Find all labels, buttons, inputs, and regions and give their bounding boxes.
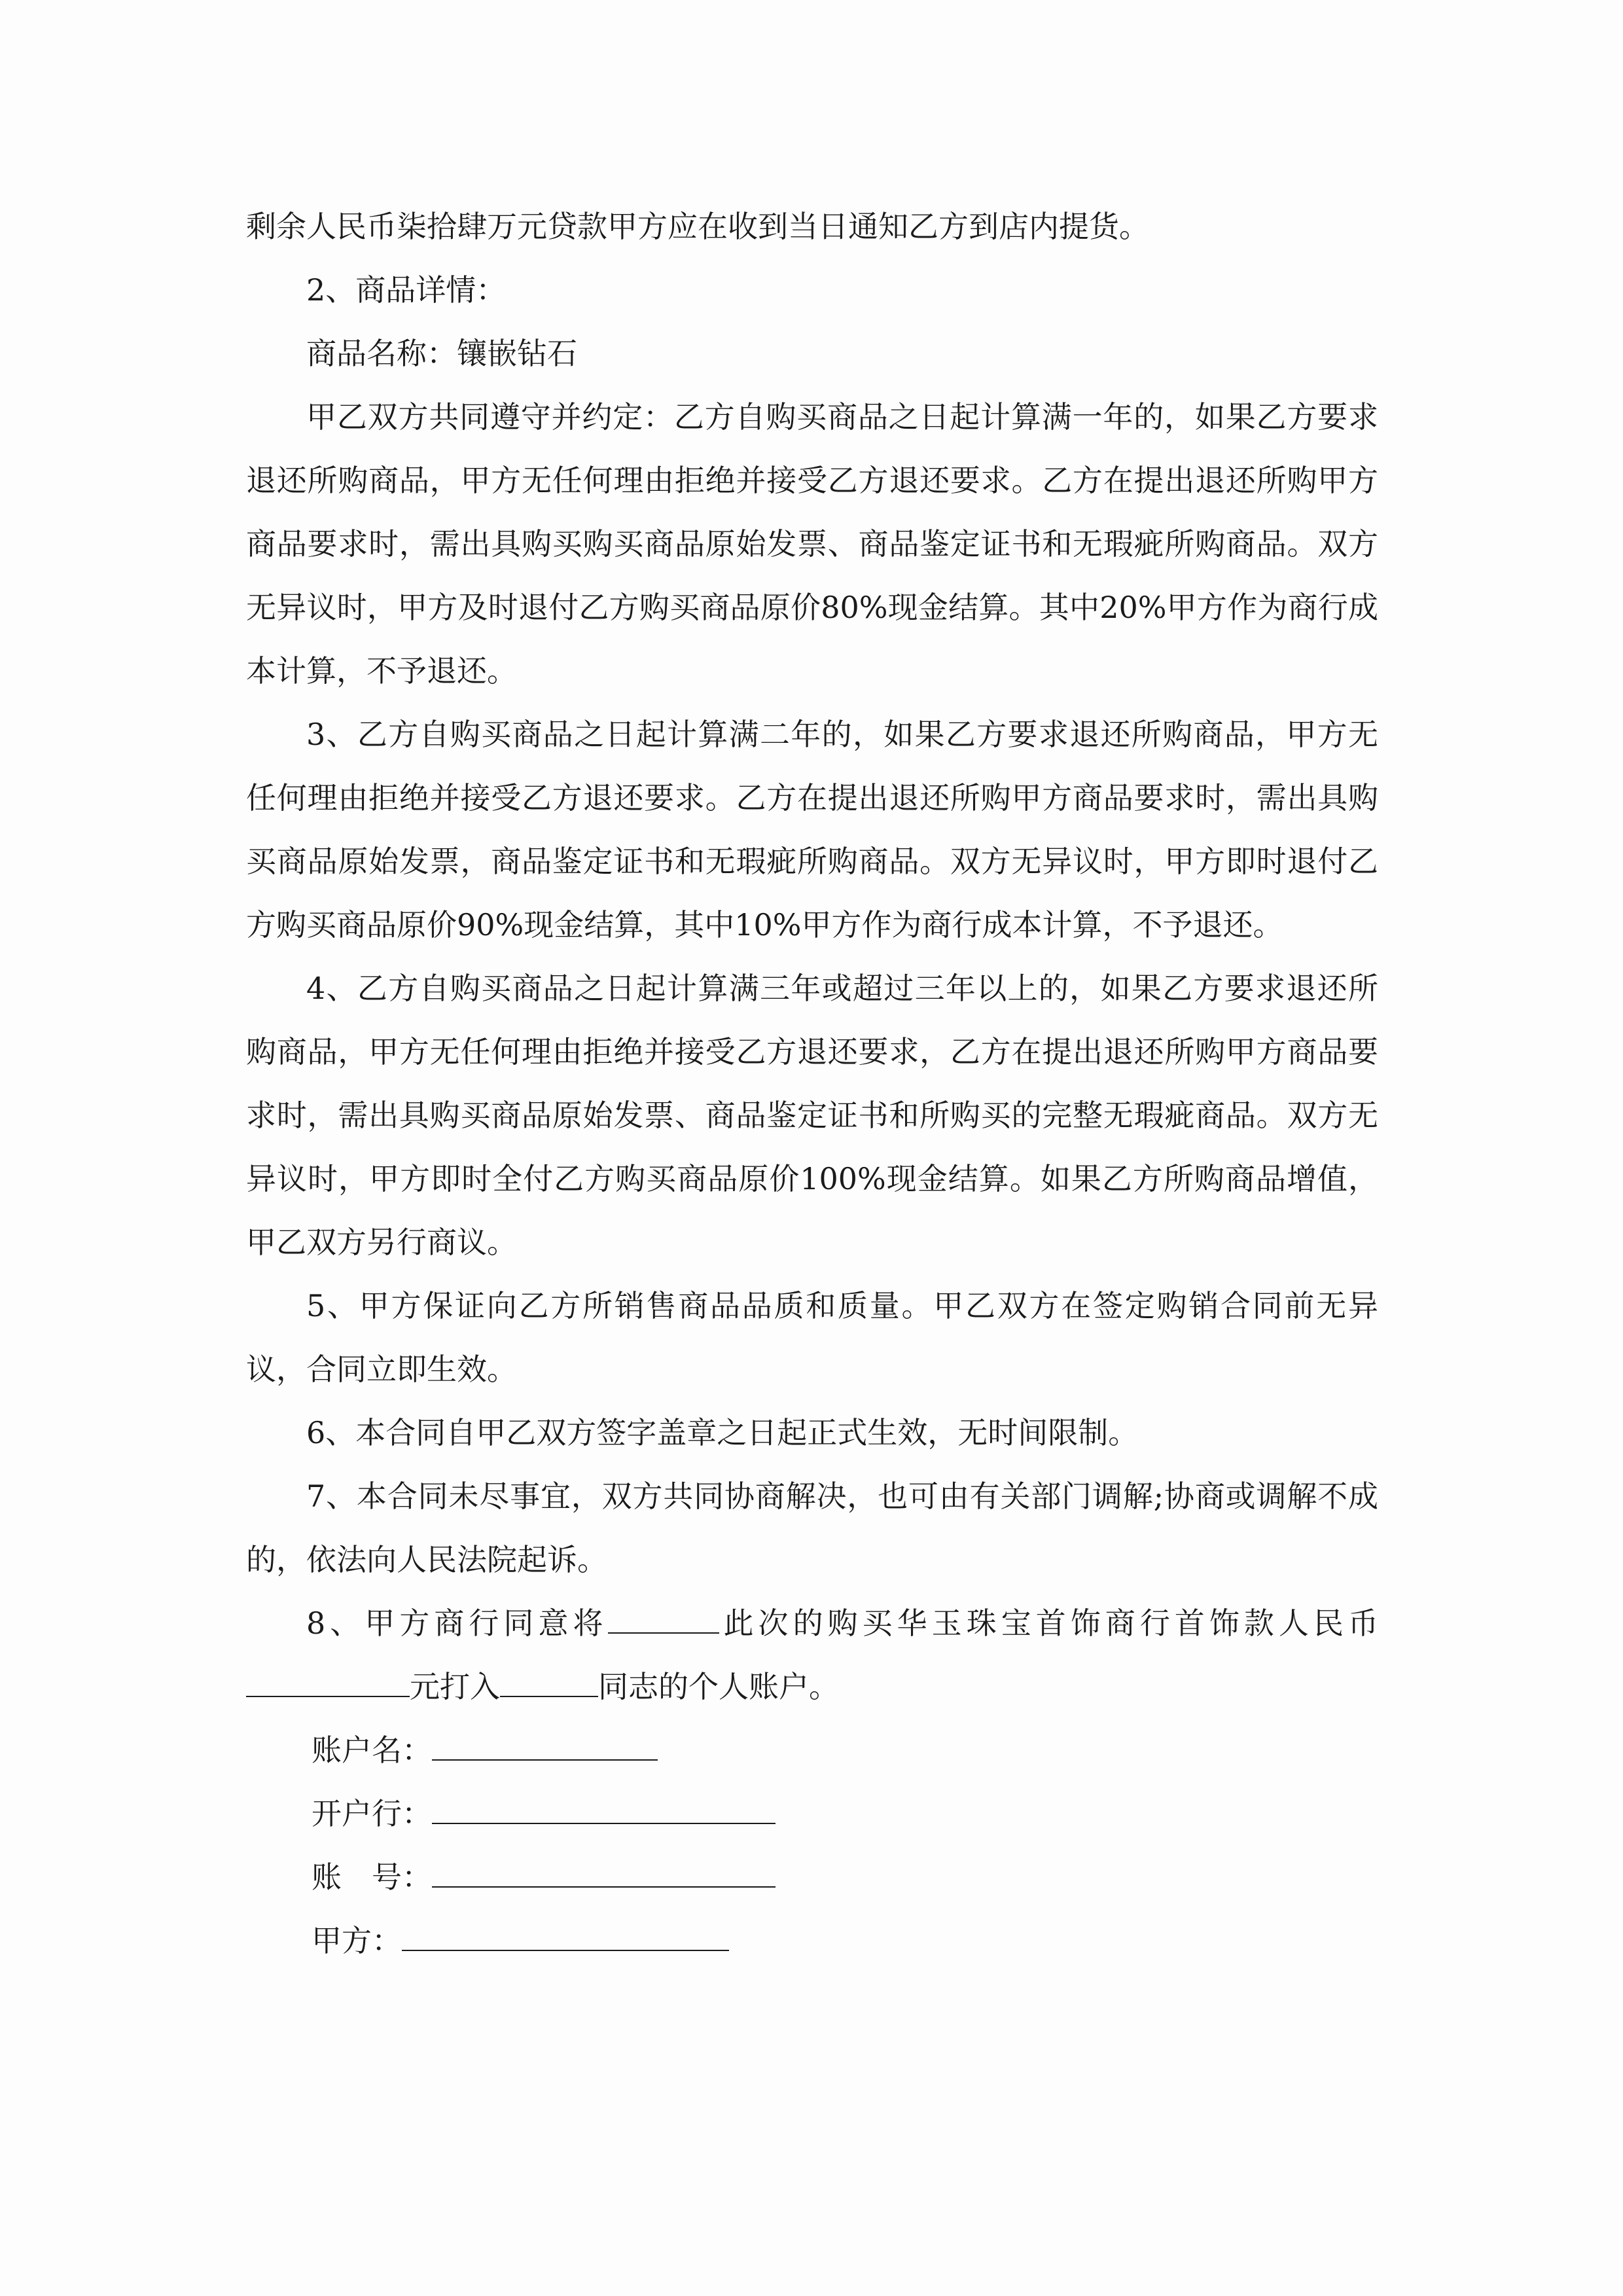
party-a-signature-field[interactable]: [402, 1916, 729, 1951]
account-number-field[interactable]: [432, 1852, 776, 1888]
bank-field[interactable]: [432, 1789, 776, 1824]
paragraph-clause-4: 4、乙方自购买商品之日起计算满三年或超过三年以上的，如果乙方要求退还所购商品，甲方无任何理由拒绝并接受乙方退还要求，乙方在提出退还所购甲方商品要求时，需出具购买商品原始发票、商品鉴定证书和所购买的完整无瑕疵商品。双方无异议时，甲方即时全付乙方购买商品原价100%现金结算。如果乙方所购商品增值，甲乙双方另行商议。: [246, 971, 1378, 1260]
account-number-label: 账 号：: [312, 1859, 432, 1895]
account-name-label: 账户名：: [312, 1732, 432, 1768]
account-number-row: [246, 1846, 1378, 1909]
buyer-blank[interactable]: [608, 1598, 719, 1634]
contract-body: [246, 195, 1378, 1973]
paragraph-product-name: 商品名称：镶嵌钻石: [306, 336, 577, 371]
recipient-blank[interactable]: [500, 1662, 598, 1697]
clause-8-text-2: 此次的购买华玉珠宝首饰商行首饰款人民币: [719, 1605, 1378, 1641]
paragraph-clause-5: 5、甲方保证向乙方所销售商品品质和质量。甲乙双方在签定购销合同前无异议，合同立即生效。: [246, 1288, 1378, 1387]
paragraph-clause-3: 3、乙方自购买商品之日起计算满二年的，如果乙方要求退还所购商品，甲方无任何理由拒绝并接受乙方退还要求。乙方在提出退还所购甲方商品要求时，需出具购买商品原始发票，商品鉴定证书和无瑕疵所购商品。双方无异议时，甲方即时退付乙方购买商品原价90%现金结算，其中10%甲方作为商行成本计算，不予退还。: [246, 717, 1378, 942]
paragraph-one-year-terms: 甲乙双方共同遵守并约定：乙方自购买商品之日起计算满一年的，如果乙方要求退还所购商品，甲方无任何理由拒绝并接受乙方退还要求。乙方在提出退还所购甲方商品要求时，需出具购买购买商品原始发票、商品鉴定证书和无瑕疵所购商品。双方无异议时，甲方及时退付乙方购买商品原价80%现金结算。其中20%甲方作为商行成本计算，不予退还。: [246, 399, 1378, 689]
amount-blank[interactable]: [246, 1662, 410, 1697]
clause-8-text-1: 8、甲方商行同意将: [306, 1605, 608, 1641]
paragraph-remaining-payment: 剩余人民币柒拾肆万元贷款甲方应在收到当日通知乙方到店内提货。: [246, 209, 1149, 244]
account-name-field[interactable]: [432, 1725, 658, 1761]
paragraph-clause-7: 7、本合同未尽事宜，双方共同协商解决，也可由有关部门调解;协商或调解不成的，依法向人民法院起诉。: [246, 1479, 1378, 1577]
bank-label: 开户行：: [312, 1796, 432, 1831]
clause-8-text-3: 元打入: [410, 1669, 500, 1704]
paragraph-clause-8: [246, 1592, 1378, 1719]
bank-row: [246, 1782, 1378, 1846]
party-a-row: [246, 1909, 1378, 1973]
clause-8-text-4: 同志的个人账户。: [598, 1669, 839, 1704]
paragraph-clause-6: 6、本合同自甲乙双方签字盖章之日起正式生效，无时间限制。: [306, 1415, 1139, 1450]
account-name-row: [246, 1719, 1378, 1782]
paragraph-clause-2-heading: 2、商品详情：: [306, 272, 507, 308]
party-a-label: 甲方：: [312, 1923, 402, 1958]
